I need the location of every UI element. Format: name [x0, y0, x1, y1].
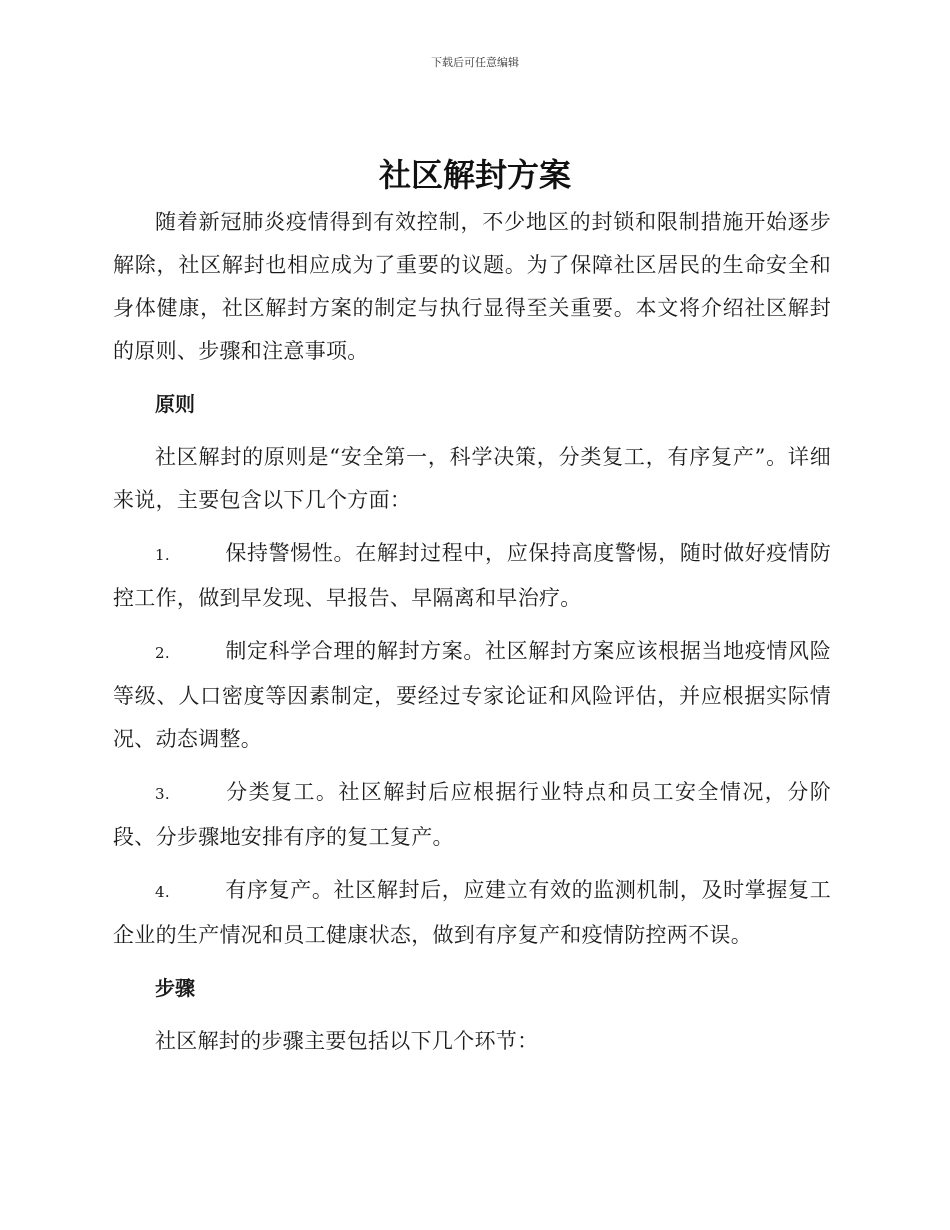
section-heading-principles: 原则 — [155, 392, 195, 416]
document-body — [113, 201, 831, 1063]
list-item — [113, 771, 831, 859]
principles-paragraph: 社区解封的原则是“安全第一，科学决策，分类复工，有序复产”。详细来说，主要包含以下几个方面： — [113, 445, 831, 512]
section-heading-steps: 步骤 — [155, 976, 195, 1000]
document-title: 社区解封方案 — [378, 156, 571, 194]
list-item-text: 分类复工。社区解封后应根据行业特点和员工安全情况，分阶段、分步骤地安排有序的复工复产。 — [113, 780, 831, 849]
intro-paragraph: 随着新冠肺炎疫情得到有效控制，不少地区的封锁和限制措施开始逐步解除，社区解封也相应成为了重要的议题。为了保障社区居民的生命安全和身体健康，社区解封方案的制定与执行显得至关重要。本文将介绍社区解封的原则、步骤和注意事项。 — [113, 210, 831, 363]
list-item — [113, 532, 831, 620]
list-number: 3. — [155, 785, 170, 803]
list-number: 1. — [155, 546, 170, 564]
list-item — [113, 869, 831, 957]
header-note: 下载后可任意编辑 — [431, 56, 519, 69]
list-item — [113, 630, 831, 761]
list-number: 4. — [155, 883, 170, 901]
steps-paragraph: 社区解封的步骤主要包括以下几个环节： — [155, 1029, 539, 1053]
list-item-text: 制定科学合理的解封方案。社区解封方案应该根据当地疫情风险等级、人口密度等因素制定，要经过专家论证和风险评估，并应根据实际情况、动态调整。 — [113, 639, 831, 751]
list-item-text: 保持警惕性。在解封过程中，应保持高度警惕，随时做好疫情防控工作，做到早发现、早报告、早隔离和早治疗。 — [113, 541, 831, 610]
list-number: 2. — [155, 644, 170, 662]
list-item-text: 有序复产。社区解封后，应建立有效的监测机制，及时掌握复工企业的生产情况和员工健康状态，做到有序复产和疫情防控两不误。 — [113, 878, 831, 947]
